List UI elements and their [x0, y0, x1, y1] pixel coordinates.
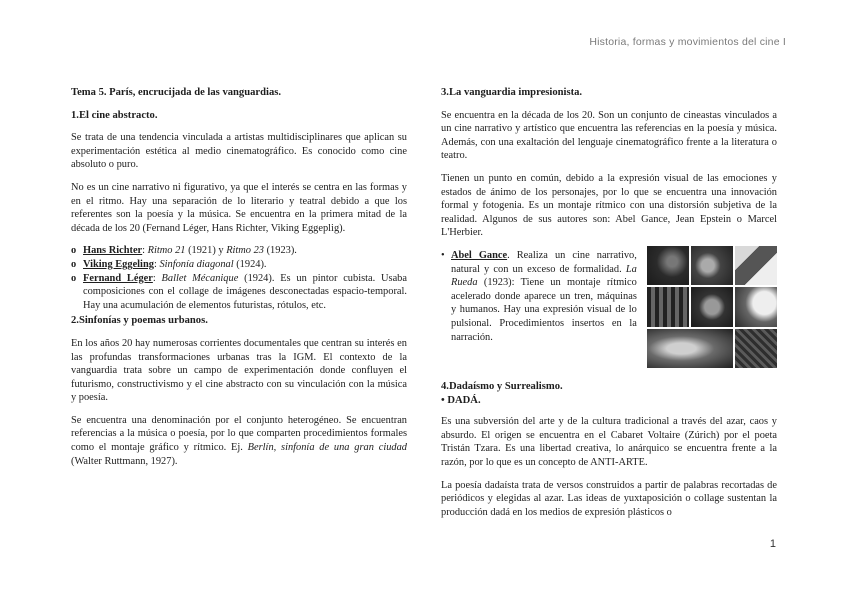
paragraph: No es un cine narrativo ni figurativo, ya que el interés se centra en las formas y en el ritmo. Hay una separación de lo literario y teatral debido a que los referentes son la poesía y la música. Se encuentra en la primera mitad de la década de los 20 (Fernand Léger, Hans Richter, Viking Eggeplig).: [71, 181, 407, 234]
section-heading-dada-surrealism: 4.Dadaísmo y Surrealismo.: [441, 380, 563, 392]
text: (1924). Es un pintor cubista. Usaba composiciones con el collage de imágenes desconectadas espacio-temporal. Hay una acumulación de elementos futuristas, rótulos, etc.: [83, 272, 407, 311]
work-title: Berlín, sinfonía de una gran ciudad: [247, 442, 407, 454]
work-title: La Rueda: [451, 263, 637, 289]
film-stills-collage-image: [647, 246, 777, 368]
director-name: Abel Gance: [451, 249, 508, 261]
film-still: [735, 246, 777, 285]
work-title: Ballet Mécanique: [161, 272, 239, 284]
paragraph: En los años 20 hay numerosas corrientes documentales que centran su interés en las profundas transformaciones urbanas tras la IGM. El contexto de la vanguardia trata sobre un campo de experimentación donde confluyen el futurismo, constructivismo y el cine abstracto con su vinculación con la música y poesía.: [71, 337, 407, 404]
text: (1923).: [264, 245, 297, 257]
paragraph: La poesía dadaísta trata de versos construidos a partir de palabras recortadas de periódicos y elegidas al azar. Las ideas de yuxtaposición o collage sustentan la producción dadá en los medios de expresión plásticos o: [441, 479, 777, 518]
abel-gance-bullet: [441, 249, 777, 368]
left-column: [71, 86, 407, 477]
list-item: [71, 244, 407, 258]
text: . Realiza un cine narrativo, natural y con un exceso de formalidad.: [451, 249, 637, 275]
film-still: [647, 246, 689, 285]
text: (1923): Tiene un montaje rítmico acelerado donde aparece un tren, máquinas y humanos. Hay una expresión visual de lo pulsional. Procedimientos insertos en la narración.: [451, 277, 637, 343]
artist-name: Fernand Léger: [83, 272, 153, 284]
text: (1924).: [233, 258, 267, 270]
text: Se encuentra una denominación por el conjunto heterogéneo. Se encuentran referencias a la música o poesía, por lo que comparten procedimientos formales como el montaje gráfico y rítmico. Ej.: [71, 414, 407, 454]
page-number: 1: [769, 538, 776, 550]
film-still: [691, 246, 733, 285]
film-still: [647, 329, 733, 368]
film-still: [691, 287, 733, 326]
list-item: [71, 258, 407, 272]
artist-name: Viking Eggeling: [83, 258, 154, 270]
film-still: [735, 287, 777, 326]
film-still: [647, 287, 689, 326]
separator: :: [142, 245, 148, 257]
list-marker: o: [71, 245, 77, 257]
text: (1921) y: [185, 245, 227, 257]
work-title: Sinfonía diagonal: [159, 258, 234, 270]
right-column: [441, 86, 777, 528]
topic-title: Tema 5. París, encrucijada de las vanguardias.: [71, 87, 282, 98]
list-marker: o: [71, 272, 77, 284]
list-marker: o: [71, 258, 77, 270]
text: (Walter Ruttmann, 1927).: [71, 455, 178, 467]
paragraph: Es una subversión del arte y de la cultura tradicional a través del azar, caos y absurdo. El origen se encuentra en el Cabaret Voltaire (Zúrich) por el poeta Tristán Tzara. Es una libertad creativa, lo anárquico se encuentra frente a la razón, por lo que es un concepto de ANTI-ARTE.: [441, 416, 777, 468]
bullet-marker: •: [441, 249, 445, 261]
section-heading-urban-symphonies: 2.Sinfonías y poemas urbanos.: [71, 315, 208, 327]
work-title: Ritmo 21: [147, 245, 186, 257]
artist-list: [71, 244, 407, 312]
bullet-text: [441, 249, 637, 344]
subheading-dada: • DADÁ.: [441, 394, 481, 406]
separator: :: [153, 258, 160, 270]
film-still: [735, 329, 777, 368]
section-heading-abstract-cinema: 1.El cine abstracto.: [71, 109, 158, 121]
paragraph: Tienen un punto en común, debido a la expresión visual de las emociones y estados de ánimo de los personajes, por lo que se encuentra una innovación formal y fotogenia. Es un montaje rítmico con una distorsión subjetiva de la realidad. Algunos de sus autores son: Abel Gance, Jean Epstein o Marcel L'Herbier.: [441, 172, 777, 239]
section-heading-impressionist: 3.La vanguardia impresionista.: [441, 87, 583, 98]
page-header: Historia, formas y movimientos del cine I: [589, 36, 786, 48]
separator: :: [152, 272, 162, 284]
paragraph: Se encuentra en la década de los 20. Son un conjunto de cineastas vinculados a un cine narrativo y artístico que encuentra las referencias en la poesía y música. Además, con una exaltación del lenguaje cinematográfico frente a la literatura o teatro.: [441, 109, 777, 162]
paragraph: [71, 414, 407, 468]
artist-name: Hans Richter: [83, 245, 143, 257]
list-item: [71, 272, 407, 313]
paragraph: Se trata de una tendencia vinculada a artistas multidisciplinares que aplican su experimentación estética al medio cinematográfico. Es conocido como cine absoluto o puro.: [71, 132, 407, 171]
work-title: Ritmo 23: [226, 245, 264, 257]
